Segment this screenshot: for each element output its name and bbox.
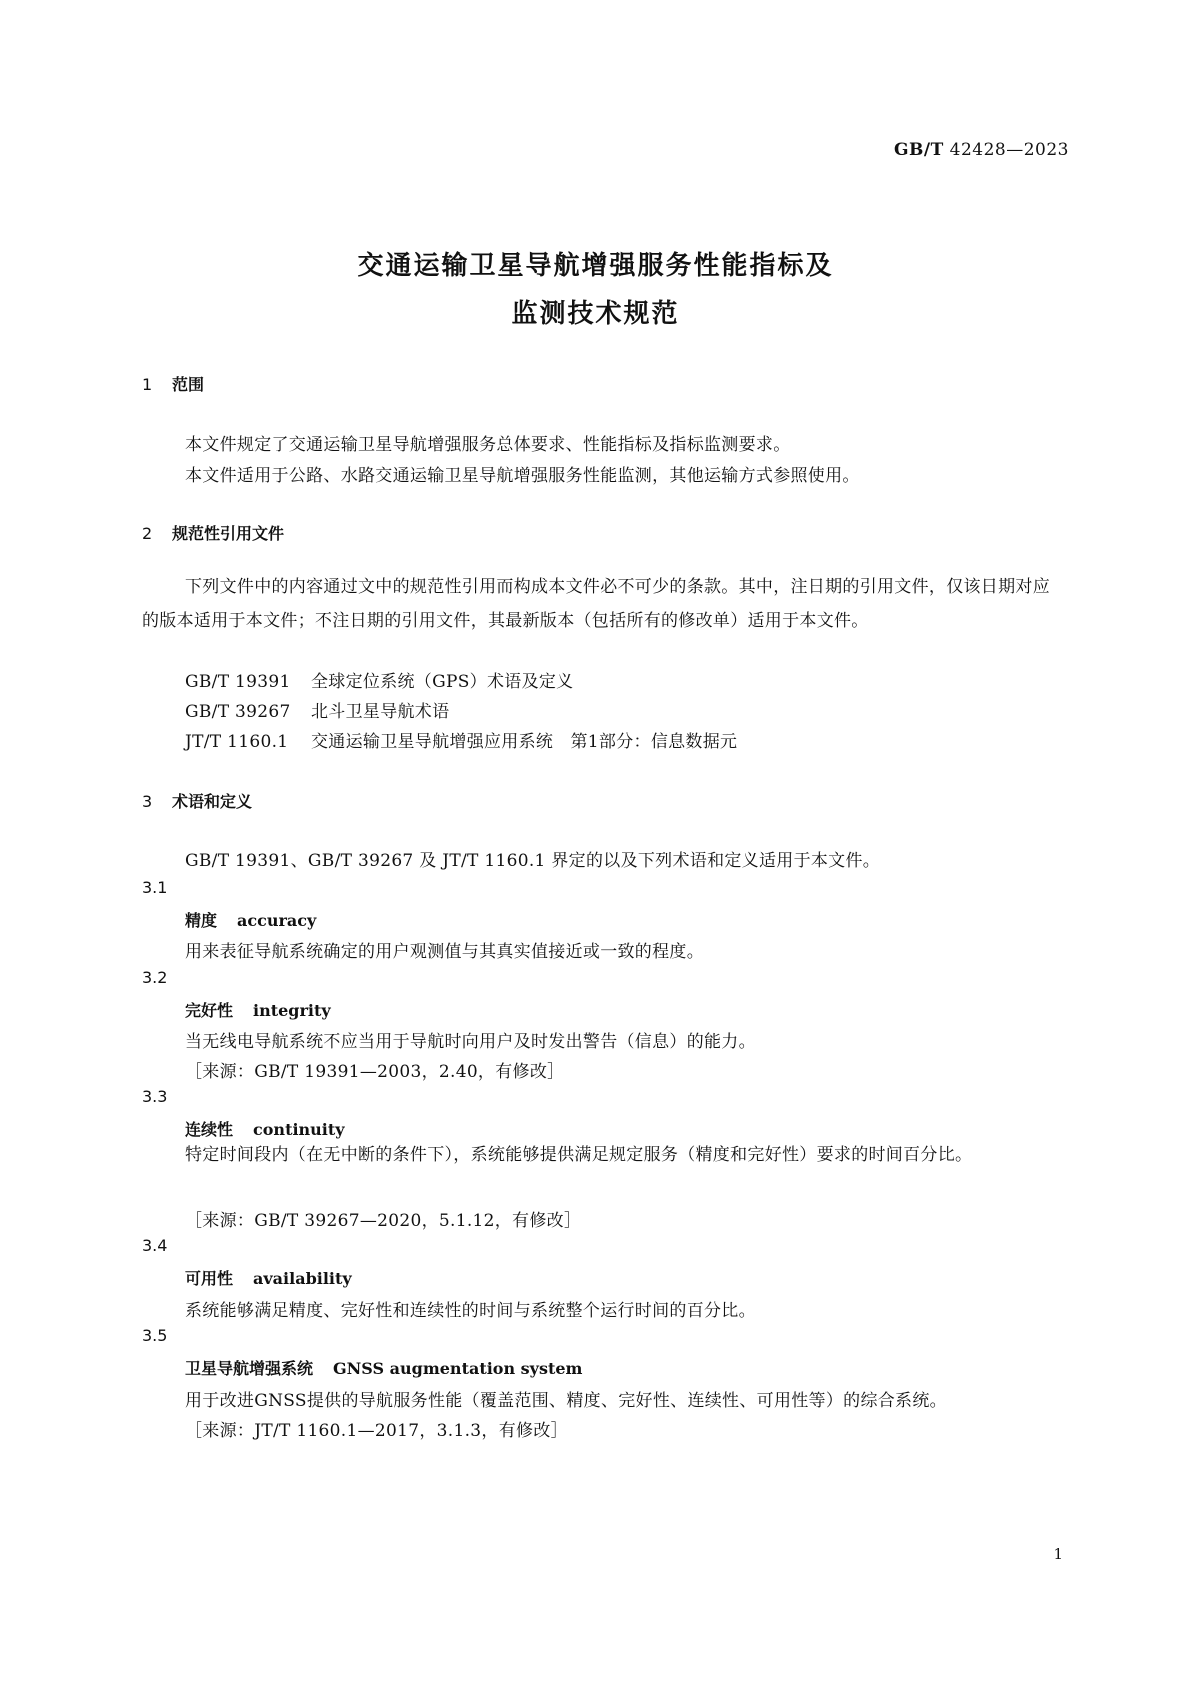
reference-item: [185, 697, 449, 722]
term-heading: [185, 1117, 345, 1140]
section-3-heading: [142, 789, 252, 812]
section-number: 1: [142, 375, 153, 394]
term-number: 3.2: [142, 968, 168, 987]
reference-code: JT/T 1160.1: [185, 732, 289, 752]
term-zh: 精度: [185, 911, 218, 930]
term-number: 3.4: [142, 1236, 168, 1255]
term-en: GNSS augmentation system: [333, 1359, 583, 1378]
reference-title: 北斗卫星导航术语: [311, 702, 450, 722]
term-en: availability: [253, 1269, 352, 1288]
term-definition: 当无线电导航系统不应当用于导航时向用户及时发出警告（信息）的能力。: [185, 1032, 756, 1052]
reference-title: 全球定位系统（GPS）术语及定义: [311, 672, 574, 692]
standard-prefix: GB/T: [894, 140, 944, 160]
document-title-line-1: 交通运输卫星导航增强服务性能指标及: [357, 251, 834, 281]
term-number: 3.5: [142, 1326, 168, 1345]
terms-intro: GB/T 19391、GB/T 39267 及 JT/T 1160.1 界定的以及下列术语和定义适用于本文件。: [185, 851, 881, 871]
reference-item: [185, 667, 573, 692]
term-definition: 用来表征导航系统确定的用户观测值与其真实值接近或一致的程度。: [185, 942, 704, 962]
term-en: integrity: [253, 1001, 331, 1020]
term-source: ［来源：JT/T 1160.1—2017，3.1.3，有修改］: [185, 1421, 568, 1441]
document-title-line-2: 监测技术规范: [511, 299, 680, 329]
reference-title: 交通运输卫星导航增强应用系统 第1部分：信息数据元: [311, 732, 738, 752]
term-number: 3.3: [142, 1087, 168, 1106]
term-en: continuity: [253, 1120, 345, 1139]
section-title: 范围: [172, 375, 205, 394]
term-definition: 用于改进GNSS提供的导航服务性能（覆盖范围、精度、完好性、连续性、可用性等）的综合系统。: [185, 1391, 947, 1411]
section-title: 规范性引用文件: [172, 524, 285, 543]
section-number: 3: [142, 792, 153, 811]
section-2-heading: [142, 521, 284, 544]
scope-paragraph-2: 本文件适用于公路、水路交通运输卫星导航增强服务性能监测，其他运输方式参照使用。: [185, 466, 860, 486]
term-definition: 系统能够满足精度、完好性和连续性的时间与系统整个运行时间的百分比。: [185, 1301, 756, 1321]
section-1-heading: [142, 372, 204, 395]
term-heading: [185, 998, 331, 1021]
term-definition: 特定时间段内（在无中断的条件下），系统能够提供满足规定服务（精度和完好性）要求的时间百分比。: [185, 1145, 973, 1165]
term-zh: 连续性: [185, 1120, 234, 1139]
scope-paragraph-1: 本文件规定了交通运输卫星导航增强服务总体要求、性能指标及指标监测要求。: [185, 435, 791, 455]
reference-code: GB/T 19391: [185, 672, 291, 692]
standard-code: [894, 140, 1069, 160]
term-en: accuracy: [237, 911, 317, 930]
standard-number: 42428—2023: [949, 140, 1069, 160]
term-zh: 可用性: [185, 1269, 234, 1288]
reference-code: GB/T 39267: [185, 702, 291, 722]
section-title: 术语和定义: [172, 792, 253, 811]
page-number: 1: [1053, 1545, 1063, 1563]
term-source: ［来源：GB/T 19391—2003，2.40，有修改］: [185, 1062, 565, 1082]
normative-refs-intro: 下列文件中的内容通过文中的规范性引用而构成本文件必不可少的条款。其中，注日期的引用文件，仅该日期对应的版本适用于本文件；不注日期的引用文件，其最新版本（包括所有的修改单）适用于本文件。: [142, 577, 1050, 631]
term-heading: [185, 1356, 582, 1379]
term-number: 3.1: [142, 878, 168, 897]
section-number: 2: [142, 524, 153, 543]
term-heading: [185, 908, 316, 931]
term-source: ［来源：GB/T 39267—2020，5.1.12，有修改］: [185, 1211, 582, 1231]
term-zh: 完好性: [185, 1001, 234, 1020]
term-heading: [185, 1266, 352, 1289]
term-zh: 卫星导航增强系统: [185, 1359, 314, 1378]
reference-item: [185, 727, 737, 752]
